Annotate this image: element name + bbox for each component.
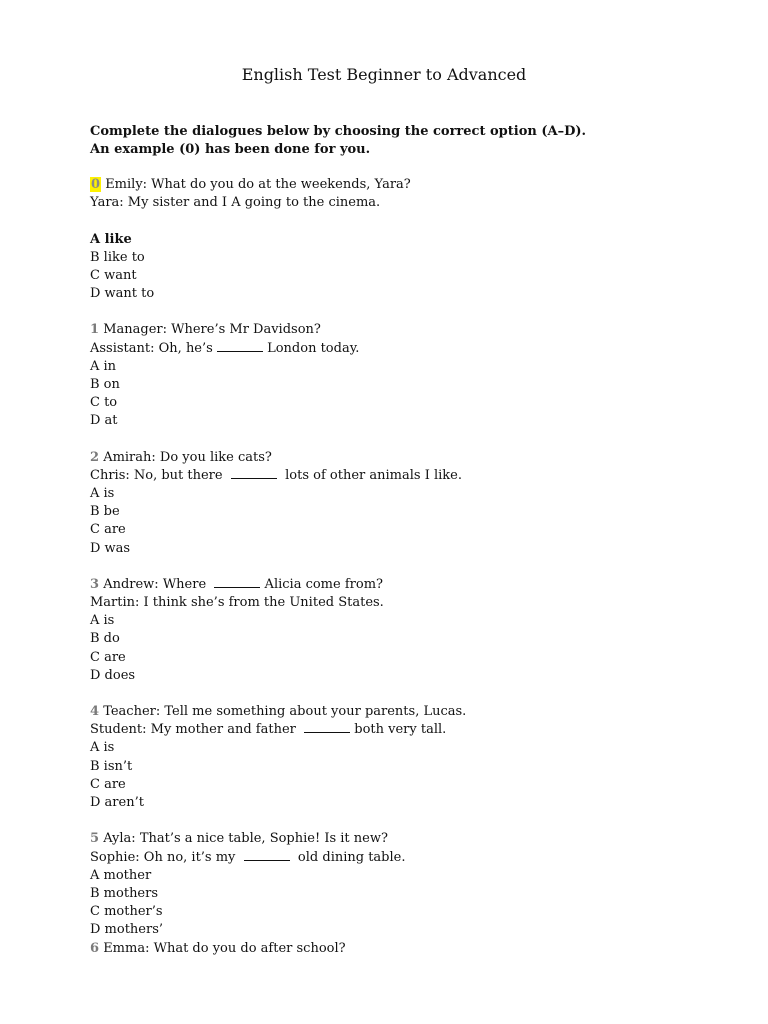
question-prompt — [90, 703, 730, 721]
answer-blank — [304, 721, 350, 733]
response-text: old dining table. — [289, 849, 406, 865]
prompt-text: Andrew: Where — [103, 576, 215, 592]
question-number: 2 — [90, 449, 100, 465]
spacer — [90, 212, 730, 230]
response-text: Sophie: Oh no, it’s my — [90, 849, 244, 865]
prompt-text: Amirah: Do you like cats? — [103, 449, 272, 465]
answer-option: C are — [90, 776, 126, 792]
question-3 — [90, 576, 730, 685]
response-text: Martin: I think she’s from the United States. — [90, 595, 384, 611]
question-prompt — [90, 449, 730, 467]
question-number: 5 — [90, 831, 100, 847]
question-2 — [90, 449, 730, 558]
answer-option: D mothers’ — [90, 922, 164, 938]
answer-option: B do — [90, 631, 120, 647]
prompt-text: Teacher: Tell me something about your parents, Lucas. — [103, 704, 467, 720]
prompt-text: Emily: What do you do at the weekends, Yara? — [105, 177, 411, 192]
question-1 — [90, 321, 730, 430]
answer-option: B like to — [90, 249, 145, 265]
question-list — [90, 176, 730, 958]
prompt-text: Ayla: That’s a nice table, Sophie! Is it new? — [103, 831, 388, 847]
answer-option: D aren’t — [90, 795, 144, 811]
question-prompt — [90, 830, 730, 848]
instructions — [90, 123, 730, 159]
answer-option: A like — [90, 231, 132, 247]
answer-option: B be — [90, 504, 120, 520]
question-prompt — [90, 940, 730, 958]
response-line — [90, 849, 730, 867]
answer-option: B on — [90, 377, 120, 393]
question-number: 0 — [91, 177, 101, 192]
response-line — [90, 594, 730, 612]
question-5 — [90, 830, 730, 939]
answer-option: D was — [90, 540, 131, 556]
answer-option: D want to — [90, 286, 155, 302]
answer-option: A mother — [90, 867, 152, 883]
instruction-line: An example (0) has been done for you. — [90, 142, 371, 158]
response-text: Student: My mother and father — [90, 722, 305, 738]
answer-blank — [214, 576, 260, 588]
answer-blank — [231, 467, 277, 479]
response-text: London today. — [262, 340, 360, 356]
answer-option: B isn’t — [90, 758, 133, 774]
question-number: 6 — [90, 940, 100, 956]
response-line — [90, 467, 730, 485]
response-line — [90, 340, 730, 358]
document-title: English Test Beginner to Advanced — [241, 65, 527, 84]
answer-option: D at — [90, 413, 118, 429]
question-number: 1 — [90, 322, 100, 338]
response-text: Assistant: Oh, he’s — [90, 340, 217, 356]
response-line — [90, 721, 730, 739]
instruction-line: Complete the dialogues below by choosing the correct option (A–D). — [90, 124, 587, 139]
question-0 — [90, 176, 730, 303]
question-number: 3 — [90, 576, 100, 592]
response-line — [90, 194, 730, 212]
answer-option: A is — [90, 486, 115, 502]
prompt-text: Alicia come from? — [260, 576, 383, 592]
prompt-text: Emma: What do you do after school? — [103, 940, 346, 956]
answer-option: C are — [90, 649, 126, 665]
answer-option: A is — [90, 740, 115, 756]
question-prompt — [90, 321, 730, 339]
response-text: both very tall. — [350, 722, 447, 738]
answer-option: D does — [90, 667, 136, 683]
answer-blank — [244, 849, 290, 861]
answer-option: B mothers — [90, 885, 159, 901]
response-text: Yara: My sister and I A going to the cinema. — [90, 195, 381, 211]
question-number: 4 — [90, 704, 100, 720]
answer-option: A is — [90, 613, 115, 629]
question-4 — [90, 703, 730, 812]
answer-option: A in — [90, 358, 117, 374]
question-prompt — [90, 576, 730, 594]
response-text: lots of other animals I like. — [276, 467, 462, 483]
answer-option: C want — [90, 268, 137, 284]
prompt-text: Manager: Where’s Mr Davidson? — [103, 322, 321, 338]
response-text: Chris: No, but there — [90, 467, 231, 483]
answer-blank — [217, 340, 263, 352]
answer-option: C are — [90, 522, 126, 538]
question-prompt — [90, 176, 730, 194]
question-6 — [90, 940, 730, 958]
answer-option: C to — [90, 395, 118, 411]
answer-option: C mother’s — [90, 904, 163, 920]
